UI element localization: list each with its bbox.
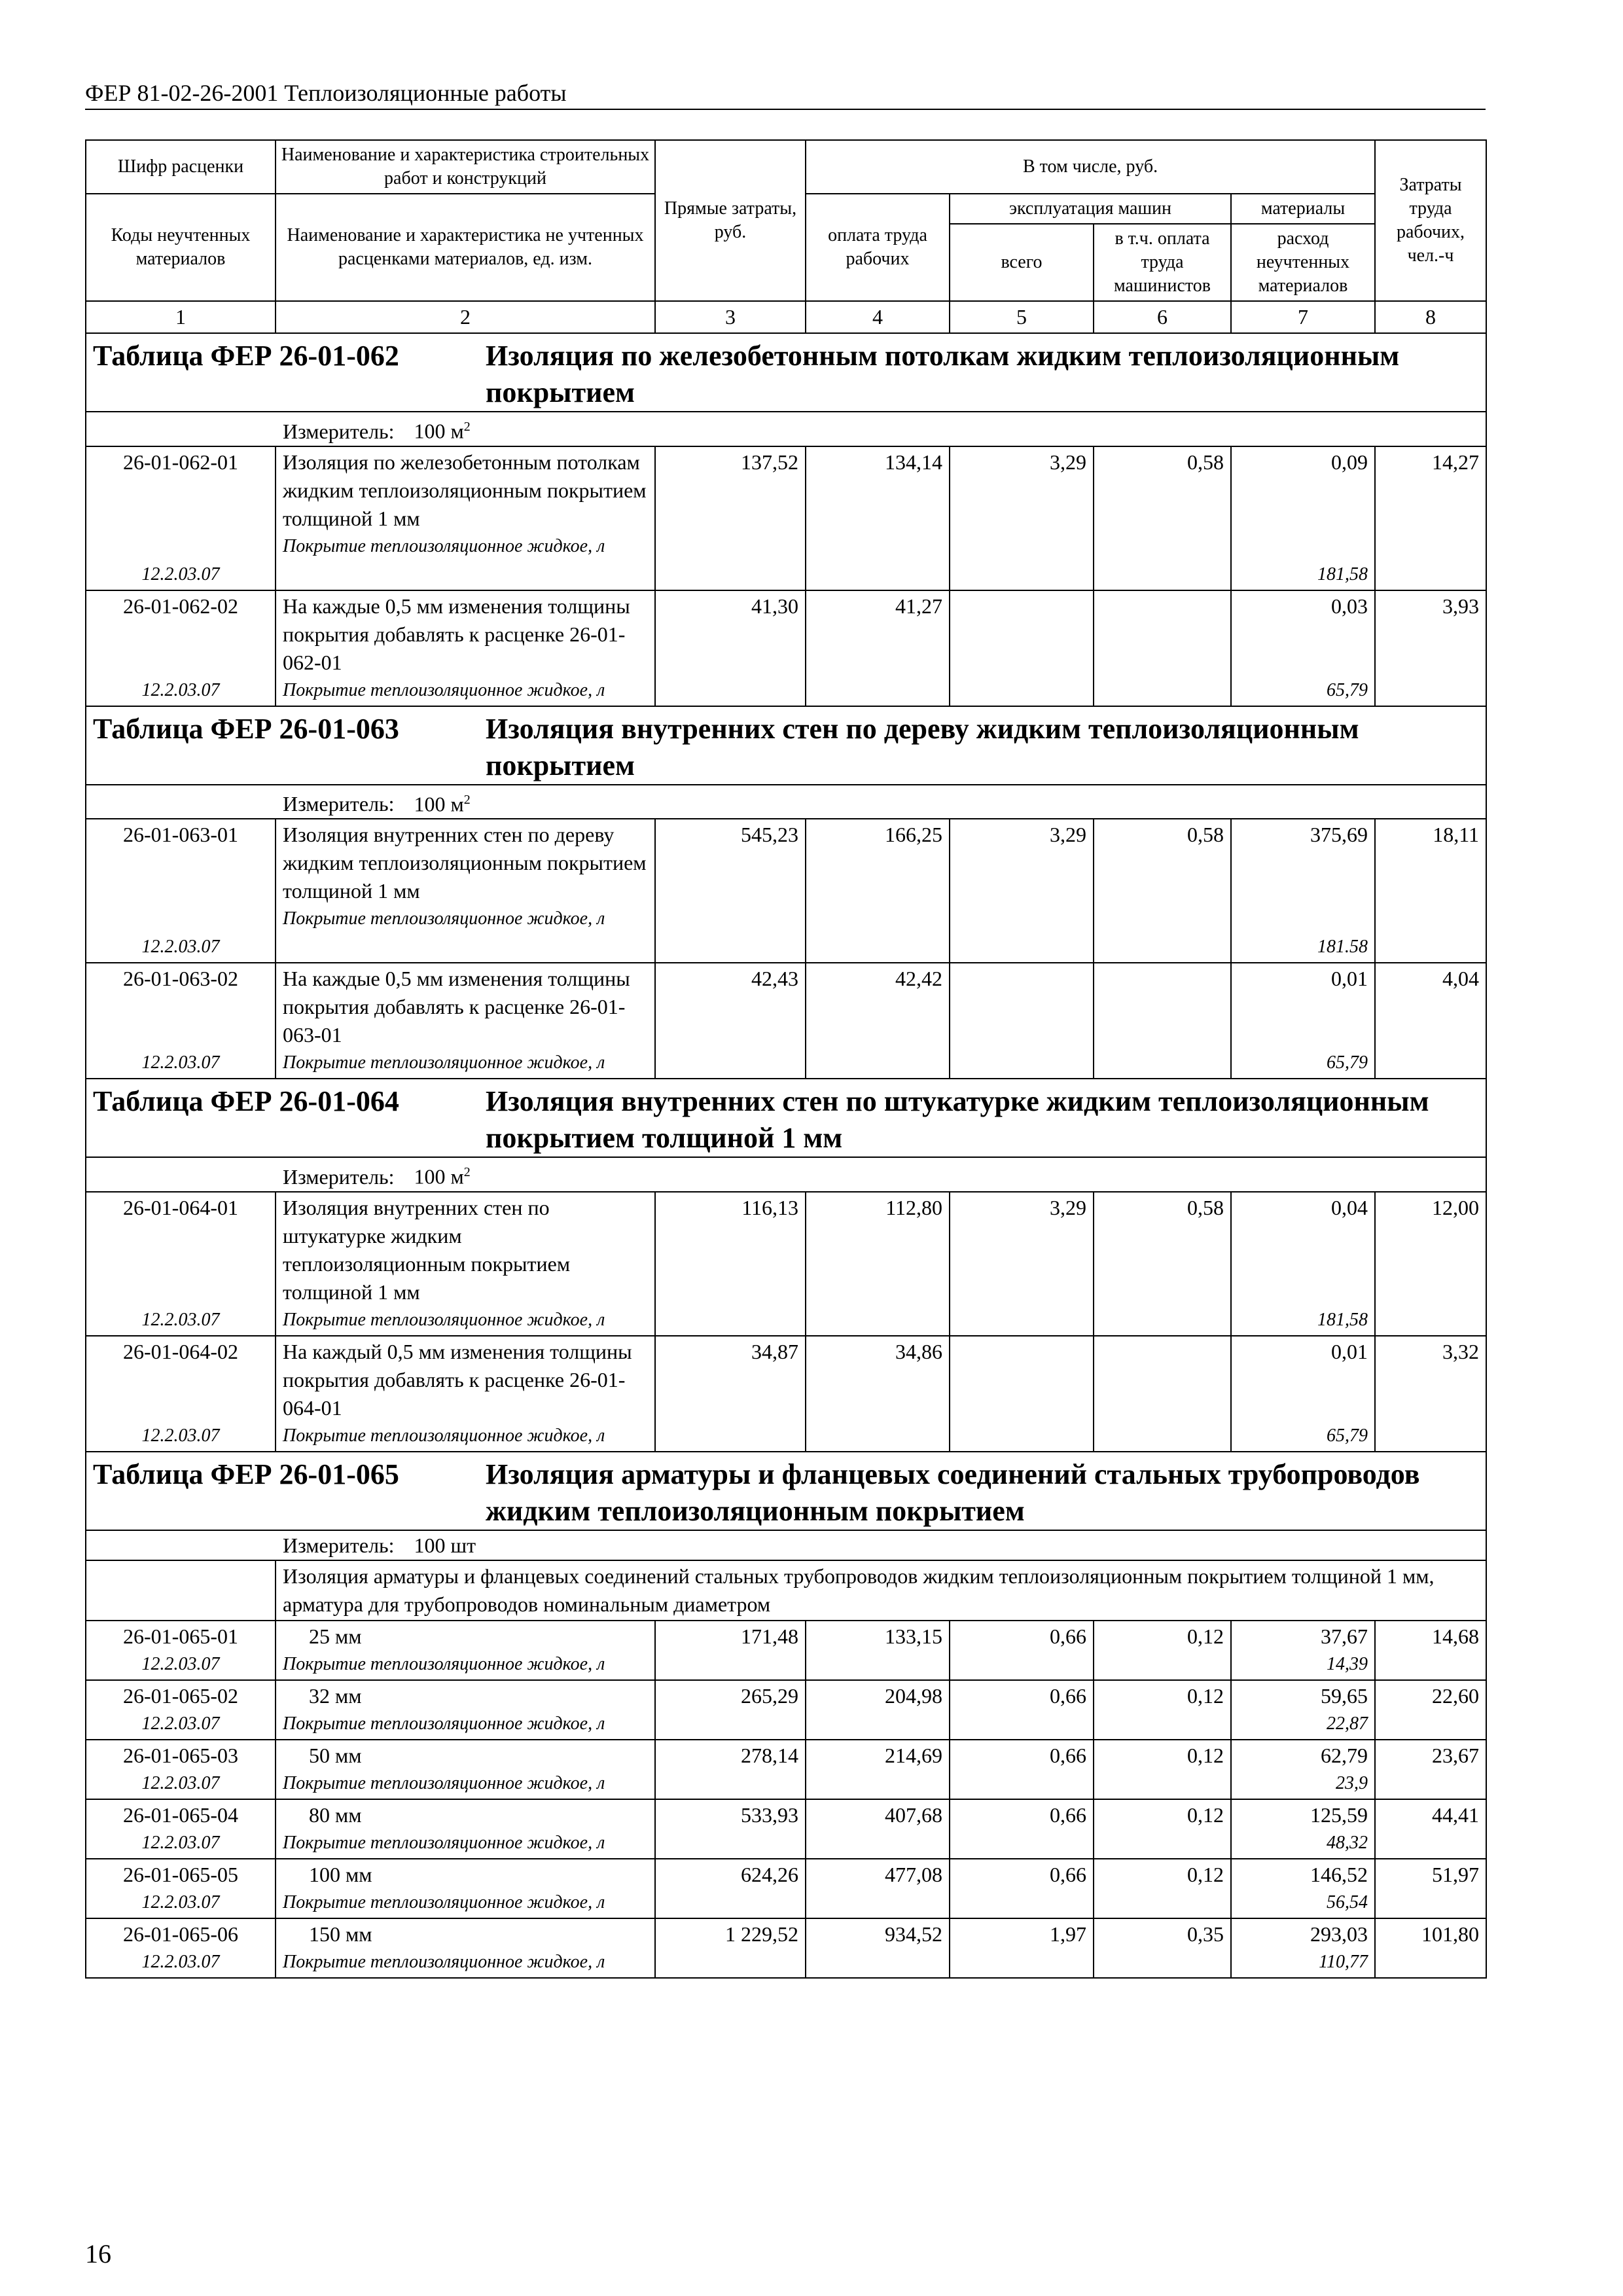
rate-name: 80 мм [309, 1803, 362, 1827]
measure-row [86, 412, 1486, 446]
value-machinists: 0,12 [1094, 1859, 1231, 1918]
material-code: 12.2.03.07 [141, 1713, 220, 1734]
rate-code-cell [86, 1680, 276, 1740]
value-materials: 0,04 [1331, 1195, 1368, 1219]
material-quantity: 181,58 [1317, 1309, 1368, 1330]
value-machines: 0,66 [950, 1859, 1094, 1918]
value-hours: 44,41 [1375, 1799, 1486, 1859]
col-number: 3 [655, 301, 806, 333]
rate-code-cell [86, 446, 276, 590]
materials-cell [1231, 1859, 1375, 1918]
rate-name: 50 мм [309, 1743, 362, 1767]
header-row-1 [86, 140, 1486, 194]
col-name-unaccounted-header: Наименование и характеристика не учтенных расценками материалов, ед. изм. [276, 194, 655, 301]
value-machinists: 0,12 [1094, 1799, 1231, 1859]
material-code: 12.2.03.07 [141, 1425, 220, 1446]
value-hours: 101,80 [1375, 1918, 1486, 1978]
col-number: 8 [1375, 301, 1486, 333]
value-machines: 0,66 [950, 1799, 1094, 1859]
value-machinists [1094, 1336, 1231, 1452]
table-label: Таблица ФЕР 26-01-064 [93, 1085, 399, 1118]
document-title: ФЕР 81-02-26-2001 Теплоизоляционные работы [85, 80, 567, 106]
rate-name-cell [276, 819, 655, 963]
material-name: Покрытие теплоизоляционное жидкое, л [283, 1309, 605, 1330]
rate-code: 26-01-065-02 [123, 1683, 238, 1708]
value-hours: 3,32 [1375, 1336, 1486, 1452]
value-machinists: 0,35 [1094, 1918, 1231, 1978]
value-materials: 0,01 [1331, 967, 1368, 991]
value-machines: 1,97 [950, 1918, 1094, 1978]
rate-code: 26-01-065-04 [123, 1803, 238, 1827]
value-materials: 125,59 [1310, 1803, 1368, 1827]
rate-code: 26-01-065-03 [123, 1743, 238, 1767]
description-cell: Изоляция арматуры и фланцевых соединений стальных трубопроводов жидким теплоизоляционным покрытием толщиной 1 мм, арматура для трубопроводов номинальным диаметром [276, 1560, 1486, 1621]
value-labor: 134,14 [806, 446, 950, 590]
value-machinists: 0,12 [1094, 1680, 1231, 1740]
value-direct: 116,13 [655, 1192, 806, 1336]
col-direct-header: Прямые затраты, руб. [655, 140, 806, 301]
measure-label: Измеритель: [283, 1533, 395, 1557]
value-machines: 3,29 [950, 1192, 1094, 1336]
col-materials-usage-header: расход неучтенных материалов [1231, 224, 1375, 301]
measure-unit-exponent: 2 [463, 420, 471, 434]
material-quantity: 65,79 [1327, 1425, 1368, 1446]
col-materials-header: материалы [1231, 194, 1375, 224]
rate-code-cell [86, 1918, 276, 1978]
rate-name-cell [276, 446, 655, 590]
rate-code-cell [86, 1621, 276, 1680]
materials-cell [1231, 1336, 1375, 1452]
value-machines [950, 963, 1094, 1079]
table-row [86, 1799, 1486, 1859]
rate-name-cell [276, 1336, 655, 1452]
table-title-cell [86, 1452, 1486, 1530]
rate-code: 26-01-064-02 [123, 1339, 238, 1363]
material-quantity: 23,9 [1336, 1772, 1368, 1793]
col-machines-total-header: всего [950, 224, 1094, 301]
measure-cell [86, 1530, 1486, 1560]
value-hours: 14,27 [1375, 446, 1486, 590]
measure-row [86, 1530, 1486, 1560]
rate-name-cell [276, 590, 655, 706]
material-code: 12.2.03.07 [141, 1052, 220, 1073]
col-number: 6 [1094, 301, 1231, 333]
value-labor: 133,15 [806, 1621, 950, 1680]
table-row [86, 446, 1486, 590]
value-materials: 0,03 [1331, 594, 1368, 618]
material-name: Покрытие теплоизоляционное жидкое, л [283, 1832, 605, 1853]
rate-name-cell [276, 1799, 655, 1859]
material-name: Покрытие теплоизоляционное жидкое, л [283, 679, 605, 700]
material-code: 12.2.03.07 [141, 1951, 220, 1972]
table-row [86, 1918, 1486, 1978]
page-number: 16 [85, 2239, 111, 2269]
materials-cell [1231, 1799, 1375, 1859]
value-direct: 265,29 [655, 1680, 806, 1740]
rate-name: Изоляция внутренних стен по дереву жидким теплоизоляционным покрытием толщиной 1 мм [283, 823, 647, 903]
value-labor: 112,80 [806, 1192, 950, 1336]
table-label: Таблица ФЕР 26-01-062 [93, 340, 399, 372]
rate-name-cell [276, 1192, 655, 1336]
rate-code: 26-01-065-06 [123, 1922, 238, 1946]
measure-cell [86, 1157, 1486, 1192]
rate-name-cell [276, 1859, 655, 1918]
table-row [86, 1336, 1486, 1452]
value-hours: 14,68 [1375, 1621, 1486, 1680]
table-row [86, 590, 1486, 706]
material-name: Покрытие теплоизоляционное жидкое, л [283, 535, 605, 556]
rate-name: На каждый 0,5 мм изменения толщины покрытия добавлять к расценке 26-01-064-01 [283, 1339, 632, 1420]
value-machines [950, 590, 1094, 706]
rate-name-cell [276, 1740, 655, 1799]
col-hours-header: Затраты труда рабочих, чел.-ч [1375, 140, 1486, 301]
table-title: Изоляция арматуры и фланцевых соединений стальных трубопроводов жидким теплоизоляционным покрытием [486, 1458, 1420, 1527]
rate-code-cell [86, 1799, 276, 1859]
col-machines-header: эксплуатация машин [950, 194, 1231, 224]
table-title: Изоляция по железобетонным потолкам жидким теплоизоляционным покрытием [486, 340, 1400, 408]
rate-code-cell [86, 963, 276, 1079]
material-code: 12.2.03.07 [141, 937, 220, 958]
table-label: Таблица ФЕР 26-01-063 [93, 712, 399, 745]
value-machines: 0,66 [950, 1740, 1094, 1799]
rate-name: На каждые 0,5 мм изменения толщины покрытия добавлять к расценке 26-01-063-01 [283, 967, 630, 1047]
value-materials: 37,67 [1321, 1624, 1368, 1648]
material-name: Покрытие теплоизоляционное жидкое, л [283, 1713, 605, 1734]
rate-name-cell [276, 1621, 655, 1680]
value-machinists [1094, 963, 1231, 1079]
rate-name: 32 мм [309, 1683, 362, 1708]
value-direct: 624,26 [655, 1859, 806, 1918]
value-direct: 533,93 [655, 1799, 806, 1859]
rate-code: 26-01-062-02 [123, 594, 238, 618]
value-machinists: 0,12 [1094, 1621, 1231, 1680]
table-title-cell [86, 706, 1486, 785]
value-machinists: 0,58 [1094, 1192, 1231, 1336]
table-row [86, 1859, 1486, 1918]
rate-code-cell [86, 1336, 276, 1452]
table-title-row [86, 706, 1486, 785]
value-machinists: 0,58 [1094, 819, 1231, 963]
col-number: 2 [276, 301, 655, 333]
material-code: 12.2.03.07 [141, 1772, 220, 1793]
value-machines: 0,66 [950, 1621, 1094, 1680]
value-direct: 34,87 [655, 1336, 806, 1452]
measure-cell [86, 785, 1486, 819]
measure-unit: 100 м [414, 419, 464, 443]
col-number: 7 [1231, 301, 1375, 333]
value-hours: 12,00 [1375, 1192, 1486, 1336]
measure-unit: 100 м [414, 1164, 464, 1189]
value-labor: 42,42 [806, 963, 950, 1079]
description-row [86, 1560, 1486, 1621]
value-labor: 166,25 [806, 819, 950, 963]
material-name: Покрытие теплоизоляционное жидкое, л [283, 1052, 605, 1073]
table-title-row [86, 333, 1486, 412]
col-machinists-header: в т.ч. оплата труда машинистов [1094, 224, 1231, 301]
table-row [86, 1192, 1486, 1336]
measure-cell [86, 412, 1486, 446]
table-row [86, 1621, 1486, 1680]
materials-cell [1231, 1918, 1375, 1978]
table-title-cell [86, 1079, 1486, 1157]
table-title: Изоляция внутренних стен по дереву жидким теплоизоляционным покрытием [486, 712, 1359, 781]
value-machinists [1094, 590, 1231, 706]
value-materials: 293,03 [1310, 1922, 1368, 1946]
measure-unit: 100 шт [414, 1533, 476, 1557]
measure-label: Измеритель: [283, 419, 395, 443]
material-code: 12.2.03.07 [141, 1653, 220, 1674]
value-labor: 204,98 [806, 1680, 950, 1740]
col-labor-pay-header: оплата труда рабочих [806, 194, 950, 301]
col-name-header: Наименование и характеристика строительных работ и конструкций [276, 140, 655, 194]
material-quantity: 181.58 [1317, 937, 1368, 958]
material-code: 12.2.03.07 [141, 1309, 220, 1330]
value-materials: 0,09 [1331, 450, 1368, 474]
value-direct: 41,30 [655, 590, 806, 706]
material-name: Покрытие теплоизоляционное жидкое, л [283, 1892, 605, 1912]
material-quantity: 181,58 [1317, 564, 1368, 584]
material-name: Покрытие теплоизоляционное жидкое, л [283, 1951, 605, 1972]
material-code: 12.2.03.07 [141, 564, 220, 584]
material-code: 12.2.03.07 [141, 1892, 220, 1912]
table-row [86, 819, 1486, 963]
rate-name: На каждые 0,5 мм изменения толщины покрытия добавлять к расценке 26-01-062-01 [283, 594, 630, 674]
rate-code: 26-01-063-01 [123, 823, 238, 847]
rate-name-cell [276, 963, 655, 1079]
value-hours: 4,04 [1375, 963, 1486, 1079]
table-row [86, 963, 1486, 1079]
rate-name: Изоляция по железобетонным потолкам жидким теплоизоляционным покрытием толщиной 1 мм [283, 450, 647, 530]
value-machines: 3,29 [950, 446, 1094, 590]
table-title: Изоляция внутренних стен по штукатурке жидким теплоизоляционным покрытием толщиной 1 мм [486, 1085, 1429, 1155]
table-row [86, 1740, 1486, 1799]
material-quantity: 48,32 [1327, 1832, 1368, 1853]
material-code: 12.2.03.07 [141, 679, 220, 700]
value-materials: 146,52 [1310, 1862, 1368, 1886]
value-materials: 62,79 [1321, 1743, 1368, 1767]
rate-name-cell [276, 1918, 655, 1978]
col-code-header: Шифр расценки [86, 140, 276, 194]
material-name: Покрытие теплоизоляционное жидкое, л [283, 1653, 605, 1674]
measure-label: Измеритель: [283, 1164, 395, 1189]
value-labor: 214,69 [806, 1740, 950, 1799]
col-number: 1 [86, 301, 276, 333]
material-code: 12.2.03.07 [141, 1832, 220, 1853]
value-hours: 23,67 [1375, 1740, 1486, 1799]
rate-code: 26-01-064-01 [123, 1195, 238, 1219]
value-machinists: 0,58 [1094, 446, 1231, 590]
value-machines [950, 1336, 1094, 1452]
rate-code: 26-01-065-01 [123, 1624, 238, 1648]
value-direct: 1 229,52 [655, 1918, 806, 1978]
table-title-row [86, 1079, 1486, 1157]
rate-name-cell [276, 1680, 655, 1740]
value-materials: 375,69 [1310, 823, 1368, 847]
value-labor: 934,52 [806, 1918, 950, 1978]
column-numbers-row [86, 301, 1486, 333]
rate-name: 150 мм [309, 1922, 372, 1946]
value-materials: 0,01 [1331, 1339, 1368, 1363]
rate-code-cell [86, 1192, 276, 1336]
value-hours: 3,93 [1375, 590, 1486, 706]
rate-name: Изоляция внутренних стен по штукатурке жидким теплоизоляционным покрытием толщиной 1 мм [283, 1195, 571, 1304]
rate-name: 100 мм [309, 1862, 372, 1886]
value-machines: 3,29 [950, 819, 1094, 963]
value-direct: 42,43 [655, 963, 806, 1079]
materials-cell [1231, 1680, 1375, 1740]
measure-row [86, 785, 1486, 819]
value-direct: 278,14 [655, 1740, 806, 1799]
material-name: Покрытие теплоизоляционное жидкое, л [283, 1425, 605, 1446]
value-labor: 34,86 [806, 1336, 950, 1452]
rate-code-cell [86, 1859, 276, 1918]
table-row [86, 1680, 1486, 1740]
col-codes-unaccounted-header: Коды неучтенных материалов [86, 194, 276, 301]
value-labor: 41,27 [806, 590, 950, 706]
material-quantity: 22,87 [1327, 1713, 1368, 1734]
material-quantity: 65,79 [1327, 1052, 1368, 1073]
materials-cell [1231, 1192, 1375, 1336]
measure-unit: 100 м [414, 792, 464, 816]
table-title-row [86, 1452, 1486, 1530]
measure-unit-exponent: 2 [463, 1165, 471, 1180]
description-empty-cell [86, 1560, 276, 1621]
materials-cell [1231, 1740, 1375, 1799]
value-direct: 171,48 [655, 1621, 806, 1680]
materials-cell [1231, 963, 1375, 1079]
value-labor: 477,08 [806, 1859, 950, 1918]
materials-cell [1231, 446, 1375, 590]
material-name: Покрытие теплоизоляционное жидкое, л [283, 1772, 605, 1793]
value-direct: 137,52 [655, 446, 806, 590]
col-incl-header: В том числе, руб. [806, 140, 1375, 194]
rate-code-cell [86, 819, 276, 963]
value-materials: 59,65 [1321, 1683, 1368, 1708]
value-hours: 51,97 [1375, 1859, 1486, 1918]
rate-code: 26-01-063-02 [123, 967, 238, 991]
materials-cell [1231, 590, 1375, 706]
materials-cell [1231, 1621, 1375, 1680]
table-title-cell [86, 333, 1486, 412]
rate-code: 26-01-065-05 [123, 1862, 238, 1886]
material-quantity: 56,54 [1327, 1892, 1368, 1912]
rate-name: 25 мм [309, 1624, 362, 1648]
rate-code-cell [86, 1740, 276, 1799]
col-number: 4 [806, 301, 950, 333]
measure-unit-exponent: 2 [463, 792, 471, 807]
measure-row [86, 1157, 1486, 1192]
rate-code: 26-01-062-01 [123, 450, 238, 474]
rates-table [85, 139, 1487, 1979]
material-quantity: 14,39 [1327, 1653, 1368, 1674]
materials-cell [1231, 819, 1375, 963]
material-name: Покрытие теплоизоляционное жидкое, л [283, 908, 605, 929]
col-number: 5 [950, 301, 1094, 333]
value-machines: 0,66 [950, 1680, 1094, 1740]
value-hours: 22,60 [1375, 1680, 1486, 1740]
material-quantity: 110,77 [1319, 1951, 1368, 1972]
value-direct: 545,23 [655, 819, 806, 963]
table-label: Таблица ФЕР 26-01-065 [93, 1458, 399, 1490]
rate-code-cell [86, 590, 276, 706]
value-hours: 18,11 [1375, 819, 1486, 963]
document-header [85, 77, 1486, 110]
material-quantity: 65,79 [1327, 679, 1368, 700]
value-machinists: 0,12 [1094, 1740, 1231, 1799]
value-labor: 407,68 [806, 1799, 950, 1859]
measure-label: Измеритель: [283, 792, 395, 816]
